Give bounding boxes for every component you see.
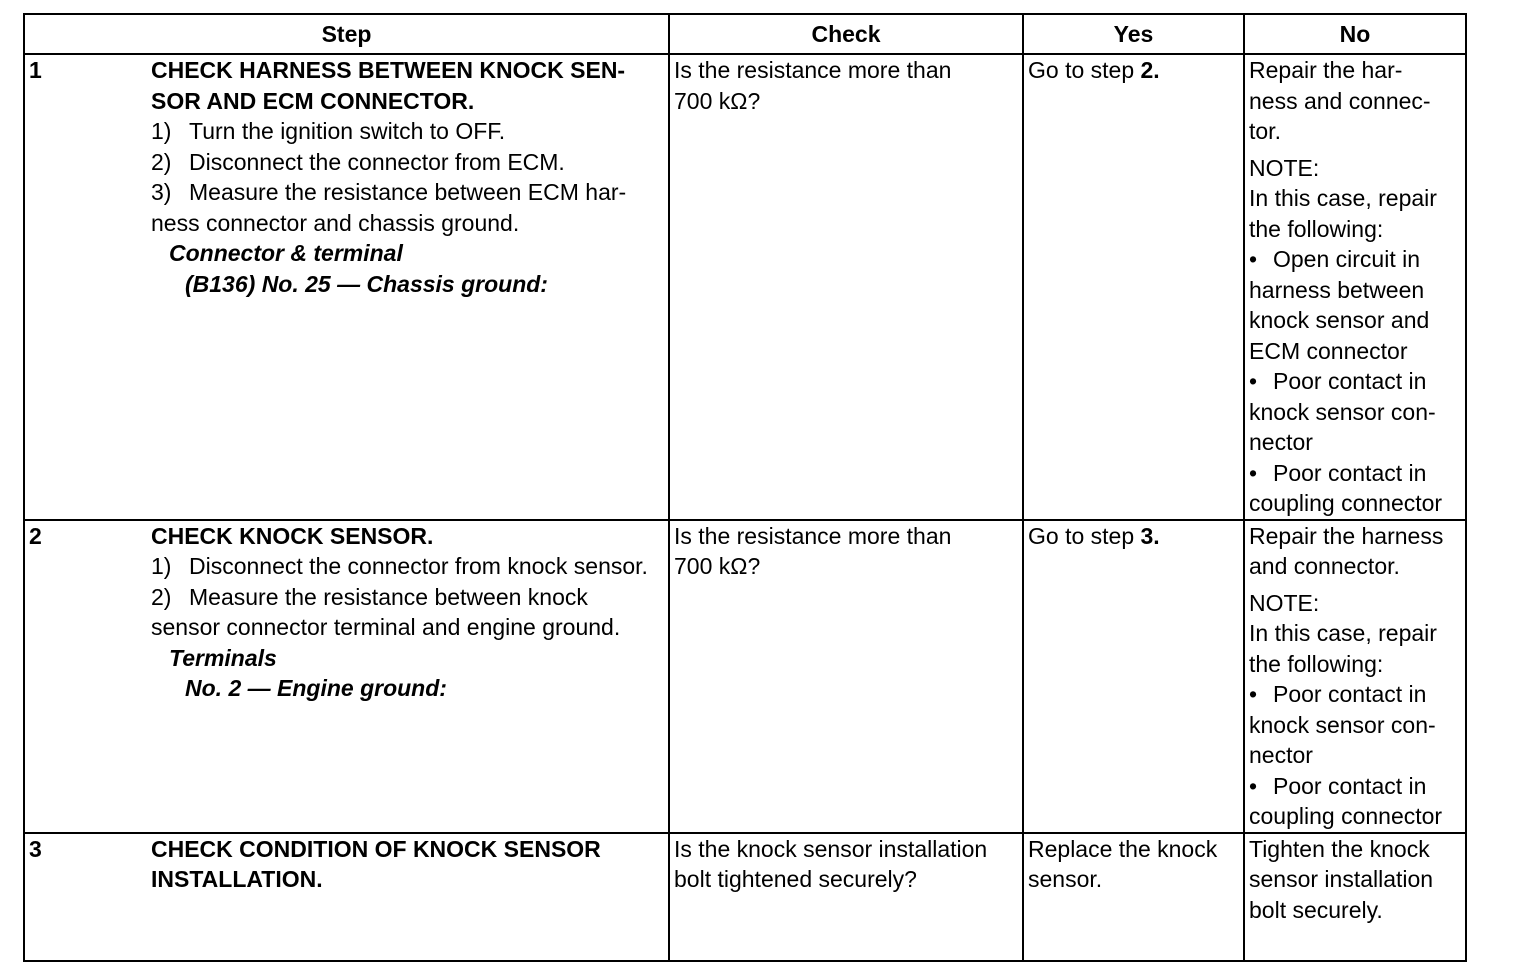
table-row: [24, 833, 1466, 961]
bullet-icon: •: [1249, 368, 1258, 394]
spec-label: Connector & terminal: [169, 240, 403, 266]
procedure-step: 2) Disconnect the connector from ECM.: [151, 148, 565, 175]
yes-cell: Go to step 3.: [1023, 520, 1244, 833]
step-cell: [147, 54, 669, 520]
check-cell: Is the resistance more than 700 kΩ?: [669, 520, 1023, 833]
yes-cell: Go to step 2.: [1023, 54, 1244, 520]
bullet-item: • Poor contact in: [1249, 679, 1461, 710]
no-cell: Tighten the knock sensor installation bolt securely.: [1244, 833, 1466, 961]
bullet-item: • Poor contact in: [1249, 366, 1461, 397]
step-cell: [147, 833, 669, 961]
step-number: 1: [24, 54, 147, 520]
check-cell: Is the knock sensor installation bolt tightened securely?: [669, 833, 1023, 961]
bullet-item: • Poor contact in: [1249, 458, 1461, 489]
spec-value: No. 2 — Engine ground:: [185, 675, 447, 701]
spec-label: Terminals: [169, 644, 277, 671]
no-cell: Repair the harness and connector. NOTE: In this case, repair the following: • Poor contact in knock sensor con- nector • Poor contact in coupling connector: [1244, 520, 1466, 833]
procedure-step: 1) Turn the ignition switch to OFF.: [151, 118, 506, 144]
no-cell: Repair the har- ness and connec- tor. NOTE: In this case, repair the following: • Open circuit in harness between knock sensor and ECM connector • Poor contact in knock sensor con- nector • Poor contact in coupling connector: [1244, 54, 1466, 520]
header-step: Step: [24, 14, 669, 54]
spec-value: (B136) No. 25 — Chassis ground:: [185, 270, 548, 297]
yes-cell: Replace the knock sensor.: [1023, 833, 1244, 961]
procedure-step-continued: sensor connector terminal and engine ground.: [151, 614, 621, 640]
bullet-icon: •: [1249, 681, 1258, 707]
procedure-step-continued: ness connector and chassis ground.: [151, 209, 520, 236]
step-reference: 2.: [1140, 57, 1160, 83]
table-row: [24, 520, 1466, 833]
bullet-item: • Open circuit in: [1249, 244, 1461, 275]
header-row: [24, 14, 1466, 54]
table-row: [24, 54, 1466, 520]
step-title: INSTALLATION.: [151, 866, 323, 892]
step-reference: 3.: [1140, 522, 1160, 549]
step-number: 3: [24, 833, 147, 961]
diagnostic-table: [23, 13, 1467, 962]
step-title: CHECK HARNESS BETWEEN KNOCK SEN-: [151, 57, 626, 83]
procedure-step: 2) Measure the resistance between knock: [151, 583, 588, 610]
note-label: NOTE:: [1249, 589, 1320, 616]
header-yes: Yes: [1023, 14, 1244, 54]
step-number: 2: [24, 520, 147, 833]
bullet-item: • Poor contact in: [1249, 771, 1461, 802]
step-title: CHECK KNOCK SENSOR.: [151, 522, 434, 549]
step-title: SOR AND ECM CONNECTOR.: [151, 87, 475, 114]
step-title: CHECK CONDITION OF KNOCK SENSOR: [151, 835, 601, 862]
step-cell: [147, 520, 669, 833]
header-check: Check: [669, 14, 1023, 54]
bullet-icon: •: [1249, 459, 1258, 486]
note-label: NOTE:: [1249, 154, 1320, 181]
check-cell: Is the resistance more than 700 kΩ?: [669, 54, 1023, 520]
bullet-icon: •: [1249, 246, 1258, 272]
header-no: No: [1244, 14, 1466, 54]
procedure-step: 3) Measure the resistance between ECM har-: [151, 179, 627, 205]
bullet-icon: •: [1249, 772, 1258, 799]
procedure-step: 1) Disconnect the connector from knock sensor.: [151, 553, 648, 579]
